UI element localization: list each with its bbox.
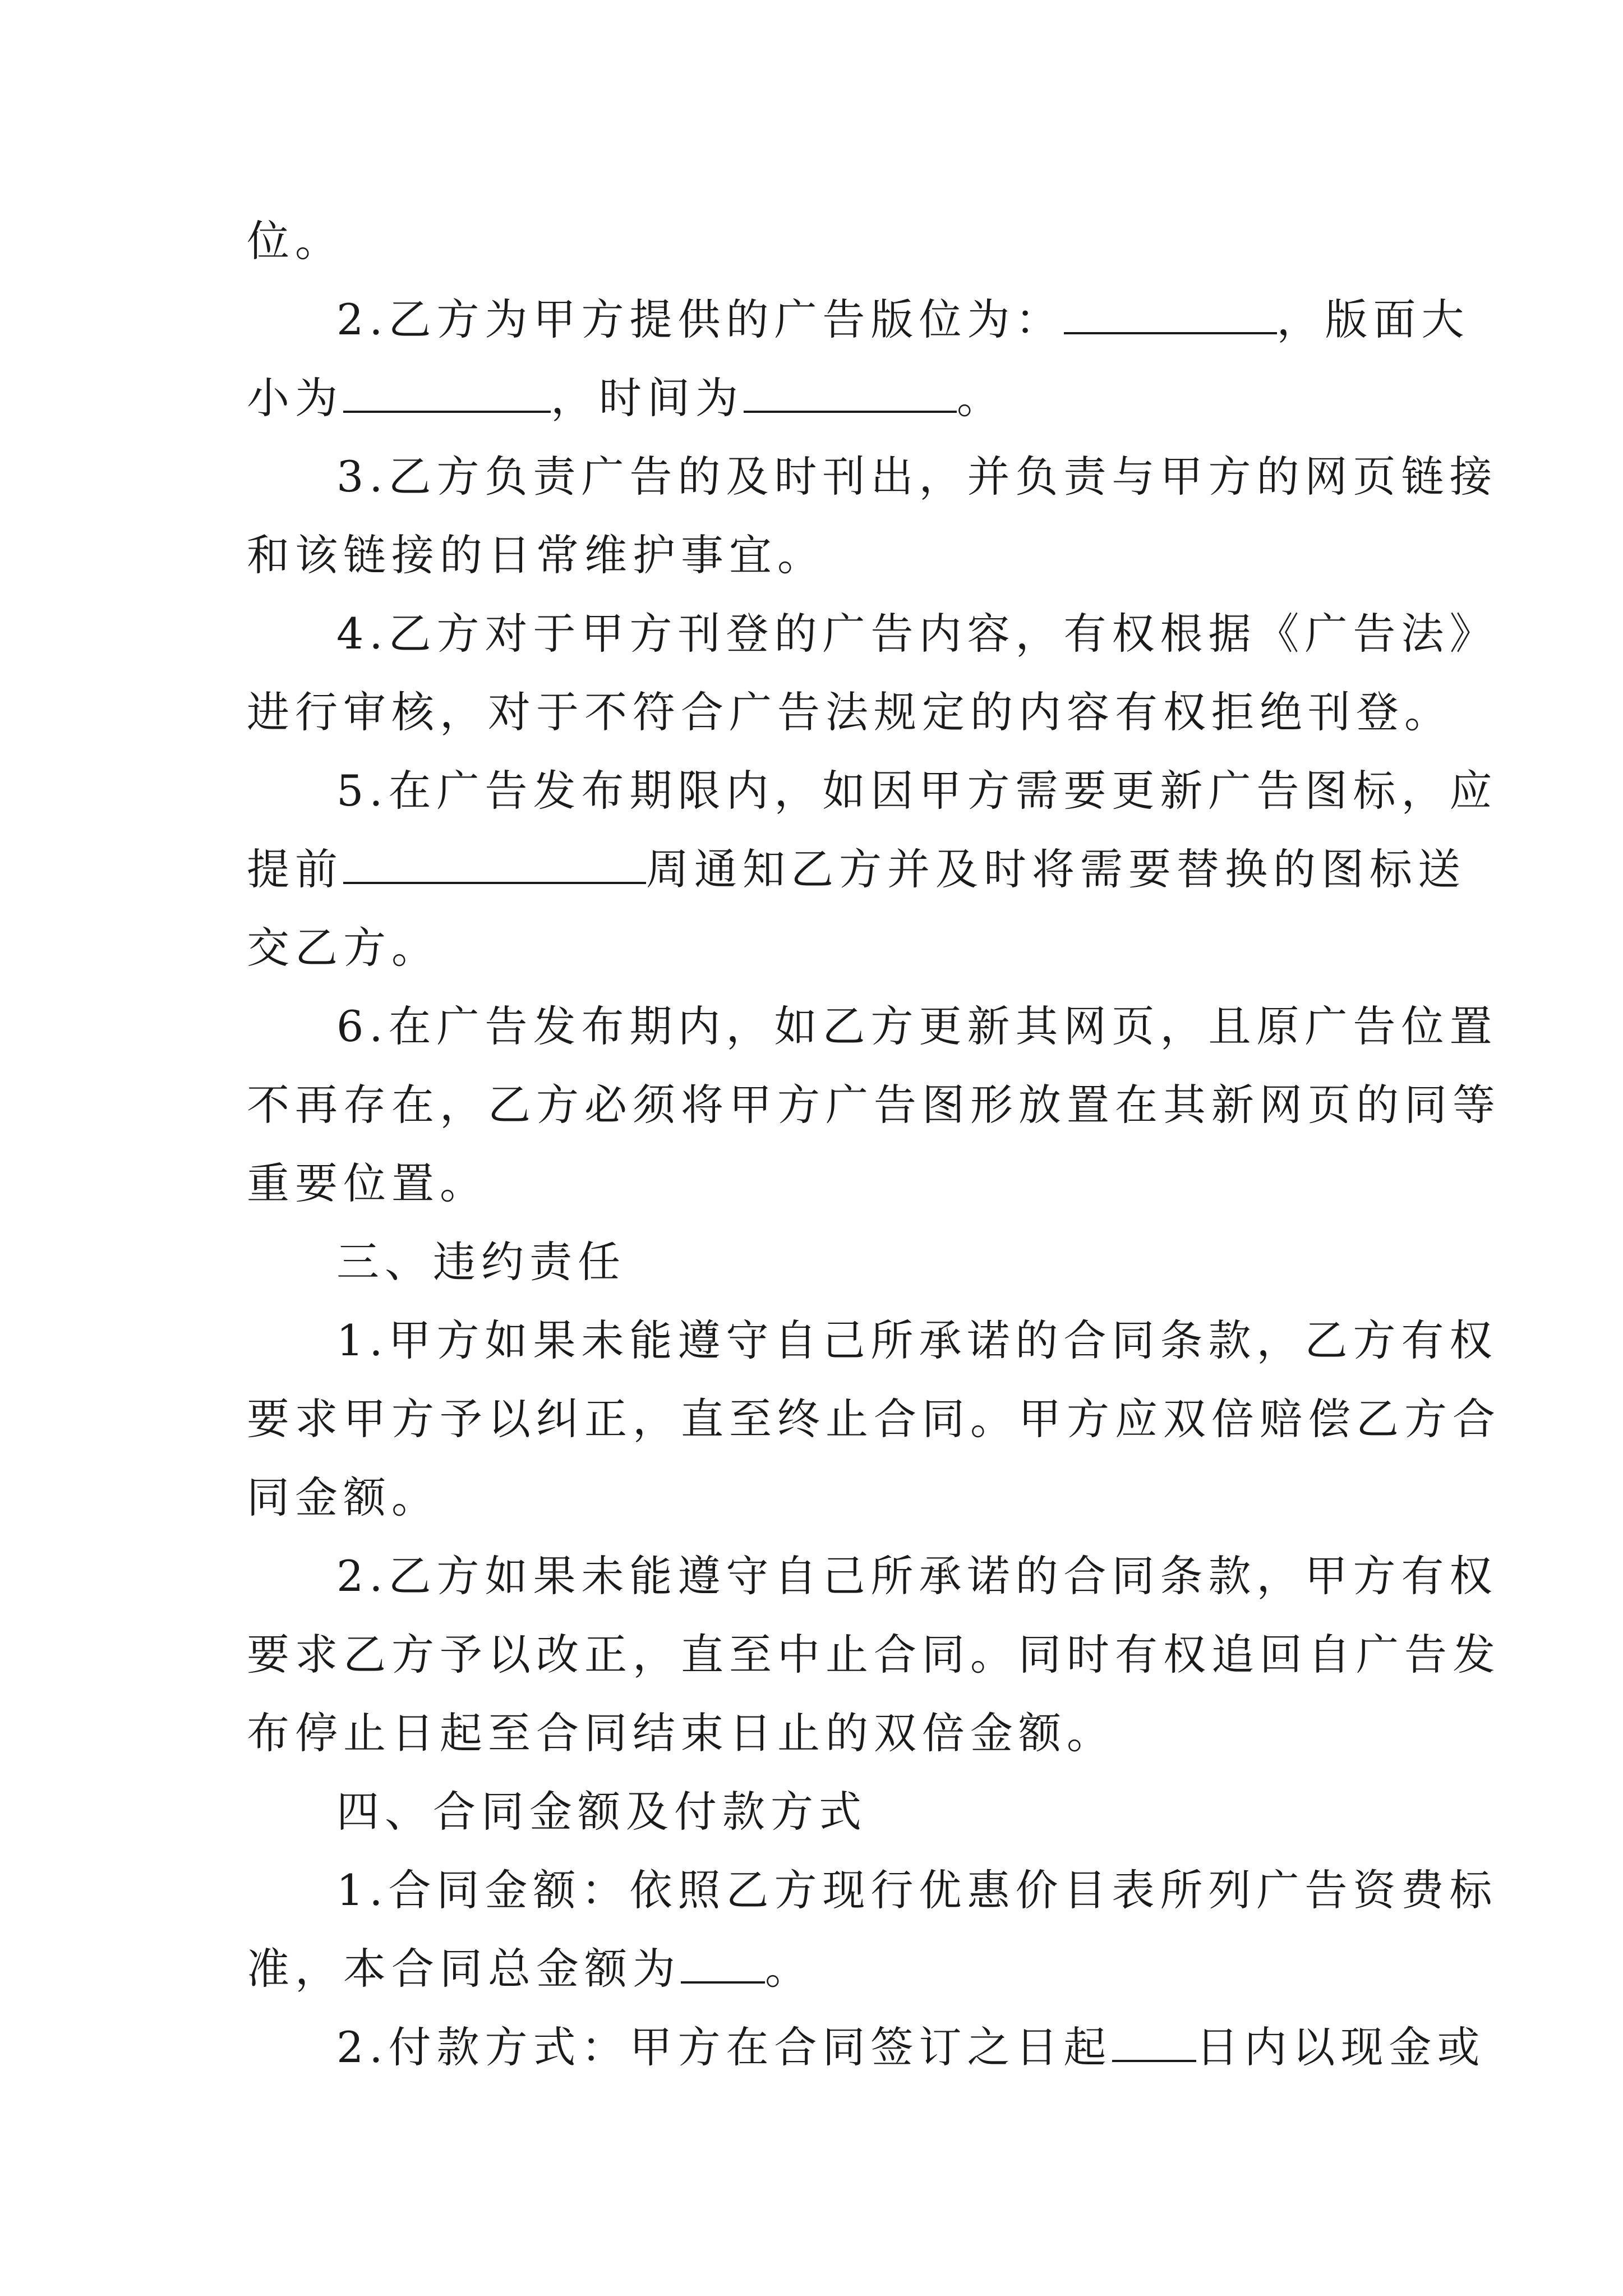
text-line: 交乙方。 (247, 923, 440, 973)
clause-4-2: 2.付款方式：甲方在合同签订之日起 日内以现金或 (336, 2008, 1486, 2087)
clause-4-1: 1.合同金额：依照乙方现行优惠价目表所列广告资费标 (336, 1865, 1498, 1915)
text-line: 进行审核，对于不符合广告法规定的内容有权拒绝刊登。 (247, 687, 1453, 737)
text-line: 不再存在，乙方必须将甲方广告图形放置在其新网页的同等 (247, 1080, 1501, 1130)
clause-2-2: 2.乙方为甲方提供的广告版位为： ，版面大 (336, 280, 1470, 359)
text-line: 布停止日起至合同结束日止的双倍金额。 (247, 1708, 1115, 1758)
text-line: 和该链接的日常维护事宜。 (247, 530, 826, 580)
clause-2-3: 3.乙方负责广告的及时刊出，并负责与甲方的网页链接 (336, 452, 1498, 501)
clause-2-5: 5.在广告发布期限内，如因甲方需要更新广告图标，应 (336, 766, 1498, 816)
section-heading-breach: 三、违约责任 (336, 1237, 626, 1287)
clause-2-4: 4.乙方对于甲方刊登的广告内容，有权根据《广告法》 (336, 609, 1498, 659)
blank-notice-weeks (343, 843, 646, 884)
clause-3-2: 2.乙方如果未能遵守自己所承诺的合同条款，甲方有权 (336, 1551, 1498, 1601)
blank-time (744, 371, 957, 413)
text-line: 同金额。 (247, 1473, 440, 1522)
text-line: 重要位置。 (247, 1158, 488, 1208)
blank-layout-size (343, 371, 551, 413)
text-line: 小为 ，时间为 。 (247, 359, 1005, 438)
section-heading-payment: 四、合同金额及付款方式 (336, 1787, 867, 1837)
text-line: 要求甲方予以纠正，直至终止合同。甲方应双倍赔偿乙方合 (247, 1394, 1501, 1444)
clause-2-6: 6.在广告发布期内，如乙方更新其网页，且原广告位置 (336, 1001, 1498, 1051)
clause-3-1: 1.甲方如果未能遵守自己所承诺的合同条款，乙方有权 (336, 1315, 1498, 1365)
text-line: 提前 周通知乙方并及时将需要替换的图标送 (247, 830, 1466, 909)
blank-total-amount (681, 1942, 765, 1984)
text-line: 准，本合同总金额为 。 (247, 1930, 813, 2008)
blank-ad-position (1064, 293, 1277, 334)
text-line: 要求乙方予以改正，直至中止合同。同时有权追回自广告发 (247, 1630, 1501, 1680)
text-line: 位。 (247, 216, 343, 266)
blank-payment-days (1112, 2021, 1196, 2062)
